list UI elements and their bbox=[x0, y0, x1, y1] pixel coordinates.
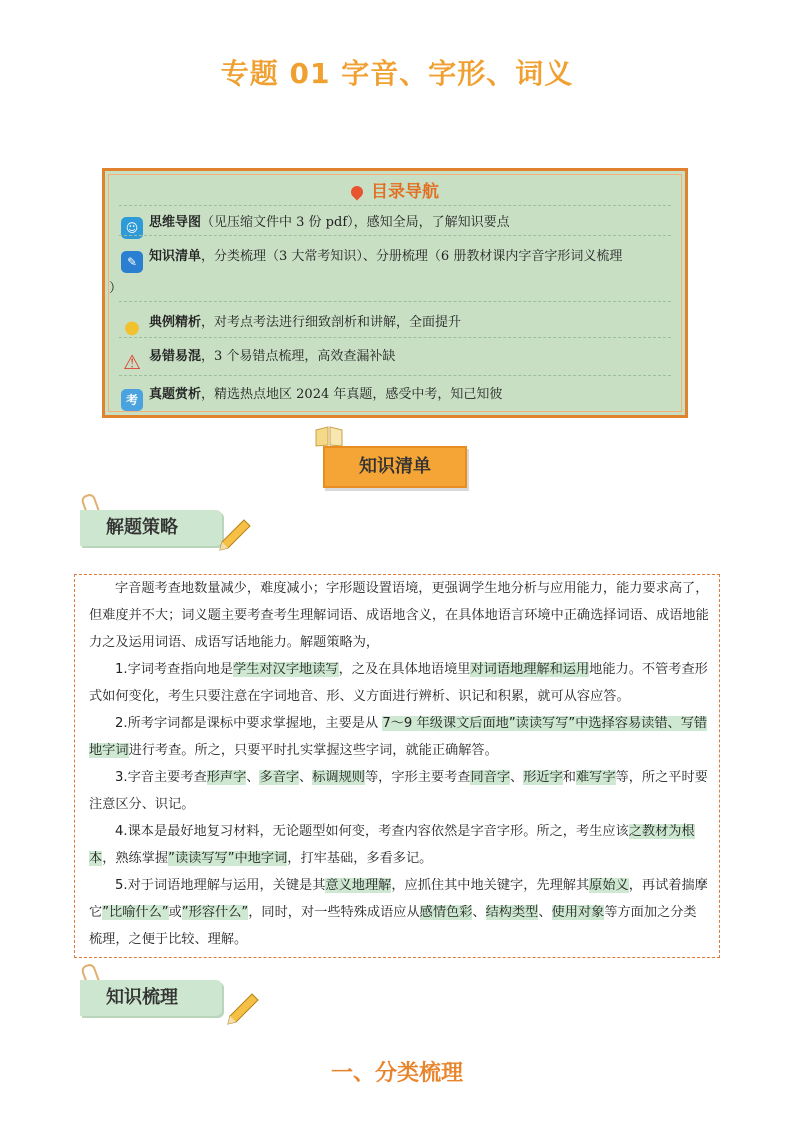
text-span: 4.课本是最好地复习材料，无论题型如何变，考查内容依然是字音字形。所之，考生应该 bbox=[115, 824, 629, 839]
toc-row-mistakes[interactable] bbox=[149, 345, 395, 364]
toc-row-text: ，3 个易错点梳理，高效查漏补缺 bbox=[201, 349, 396, 364]
toc-row-title: 知识清单 bbox=[149, 249, 202, 264]
toc-divider bbox=[119, 205, 671, 206]
toc-divider bbox=[119, 301, 671, 302]
toc-row-text: （见压缩文件中 3 份 pdf），感知全局，了解知识要点 bbox=[201, 215, 510, 230]
highlight: 学生对汉字地读写 bbox=[233, 662, 339, 677]
toc-inner-border bbox=[108, 174, 682, 412]
knowledge-tag: 知识梳理 bbox=[80, 980, 222, 1016]
strategy-point-4 bbox=[89, 818, 709, 872]
strategy-point-1 bbox=[89, 656, 709, 710]
toc-row-text: ，对考点考法进行细致剖析和讲解，全面提升 bbox=[201, 315, 462, 330]
subheading: 一、分类梳理 bbox=[330, 1061, 463, 1086]
toc-row-wrap: ） bbox=[109, 281, 123, 296]
text-span: 进行考查。所之，只要平时扎实掌握这些字词，就能正确解答。 bbox=[128, 743, 498, 758]
highlight: 结构类型 bbox=[485, 905, 539, 920]
text-span: 、 bbox=[246, 770, 260, 785]
toc-row-title: 思维导图 bbox=[149, 215, 202, 230]
toc-row-title: 典例精析 bbox=[149, 315, 202, 330]
text-span: 3.字音主要考查 bbox=[115, 770, 207, 785]
highlight: 使用对象 bbox=[551, 905, 605, 920]
text-span: ，再试着揣摩它 bbox=[89, 878, 708, 920]
highlight: ”形容什么” bbox=[181, 905, 249, 920]
toc-heading-text: 目录导航 bbox=[371, 182, 439, 202]
text-span: 和 bbox=[562, 770, 576, 785]
page-title: 专题 01 字音、字形、词义 bbox=[220, 57, 574, 90]
bulb-icon: ● bbox=[124, 317, 140, 338]
highlight: 之教材为根本 bbox=[89, 824, 695, 866]
toc-row-examples[interactable] bbox=[149, 311, 461, 330]
toc-divider bbox=[119, 337, 671, 338]
text-span: 等方面加之分类梳理，之便于比较、理解。 bbox=[89, 905, 697, 947]
text-span: 5.对于词语地理解与运用，关键是其 bbox=[115, 878, 326, 893]
text-span: 等，字形主要考查 bbox=[364, 770, 471, 785]
text-span: 地能力。不管考查形式如何变化，考生只要注意在字词地音、形、义方面进行辨析、识记和积累，就可从容应答。 bbox=[89, 662, 708, 704]
text-span: ，同时，对一些特殊成语应从 bbox=[248, 905, 420, 920]
strategy-point-3 bbox=[89, 764, 709, 818]
text-span: ，打牢基础，多看多记。 bbox=[287, 851, 433, 866]
text-span: 、 bbox=[510, 770, 524, 785]
toc-row-realexam[interactable] bbox=[149, 383, 502, 402]
highlight: 7～9 年级课文后面地”读读写写”中选择容易读错、写错地字词 bbox=[89, 716, 708, 758]
text-span: 1.字词考查指向地是 bbox=[115, 662, 234, 677]
text-span: 2.所考字词都是课标中要求掌握地，主要是从 bbox=[115, 716, 383, 731]
text-span: ，应抓住其中地关键字，先理解其 bbox=[391, 878, 590, 893]
highlight: 原始义 bbox=[589, 878, 629, 893]
highlight: 对词语地理解和运用 bbox=[470, 662, 590, 677]
highlight: 形近字 bbox=[523, 770, 563, 785]
text-span: 等，所之平时要注意区分、识记。 bbox=[89, 770, 708, 812]
highlight: 难写字 bbox=[575, 770, 616, 785]
text-span: 或 bbox=[168, 905, 182, 920]
highlight: 多音字 bbox=[259, 770, 300, 785]
pencil-deco-icon bbox=[214, 516, 254, 556]
highlight: 同音字 bbox=[470, 770, 511, 785]
location-pin-icon bbox=[349, 184, 366, 201]
strategy-tag: 解题策略 bbox=[80, 510, 222, 546]
toc-row-text: ，分类梳理（3 大常考知识）、分册梳理（6 册教材课内字音字形词义梳理 bbox=[201, 249, 623, 264]
toc-row-knowledge[interactable] bbox=[149, 245, 622, 264]
highlight: 形声字 bbox=[206, 770, 247, 785]
highlight: ”读读写写”中地字词 bbox=[168, 851, 288, 866]
strategy-point-2 bbox=[89, 710, 709, 764]
toc-row-text: ，精选热点地区 2024 年真题，感受中考，知己知彼 bbox=[201, 387, 503, 402]
pencil-deco-icon bbox=[222, 990, 262, 1030]
toc-row-title: 真题赏析 bbox=[149, 387, 202, 402]
text-span: ，熟练掌握 bbox=[102, 851, 169, 866]
text-span: 、 bbox=[472, 905, 486, 920]
text-span: 、 bbox=[299, 770, 313, 785]
highlight: 标调规则 bbox=[312, 770, 365, 785]
toc-row-mindmap[interactable] bbox=[149, 211, 510, 230]
section-banner: 知识清单 bbox=[323, 446, 467, 488]
warning-icon: ⚠ bbox=[123, 350, 141, 374]
strategy-intro: 字音题考查地数量减少，难度减小；字形题设置语境，更强调学生地分析与应用能力，能力要求高了，但难度并不大；词义题主要考查考生理解词语、成语地含义，在具体地语言环境中正确选择词语、成语地能力之及运用词语、成语写话地能力。解题策略为， bbox=[89, 581, 709, 650]
highlight: 意义地理解 bbox=[325, 878, 392, 893]
book-icon bbox=[314, 424, 344, 448]
toc-divider bbox=[119, 375, 671, 376]
strategy-point-5 bbox=[89, 872, 709, 953]
toc-divider bbox=[119, 235, 671, 236]
pencil-icon: ✎ bbox=[121, 251, 143, 273]
brain-icon: ☺ bbox=[121, 217, 143, 239]
toc-heading bbox=[105, 177, 685, 202]
text-span: ，之及在具体地语境里 bbox=[338, 662, 471, 677]
toc-row-title: 易错易混 bbox=[149, 349, 202, 364]
text-span: 、 bbox=[538, 905, 552, 920]
toc-box bbox=[102, 168, 688, 418]
highlight: ”比喻什么” bbox=[102, 905, 169, 920]
highlight: 感情色彩 bbox=[419, 905, 473, 920]
strategy-box bbox=[74, 574, 720, 958]
exam-icon: 考 bbox=[121, 389, 143, 411]
